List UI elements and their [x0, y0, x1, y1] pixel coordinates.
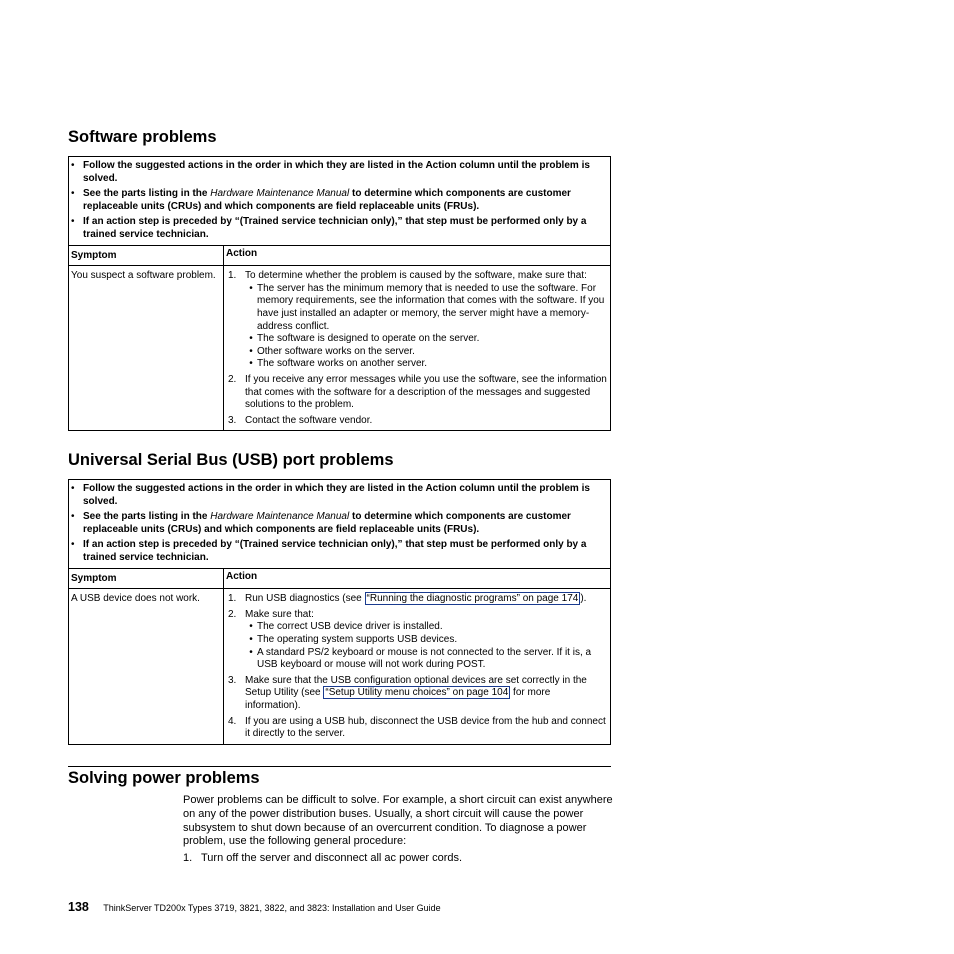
step-text-part: Run USB diagnostics (see: [245, 593, 365, 605]
diagnostic-programs-link[interactable]: “Running the diagnostic programs” on page 174: [366, 593, 579, 605]
note-item: [71, 160, 606, 185]
action-step: [227, 415, 607, 428]
sub-item-text: Other software works on the server.: [257, 345, 415, 357]
software-problems-title: Software problems: [68, 128, 217, 146]
power-problems-title: Solving power problems: [68, 769, 260, 787]
action-cell: [224, 266, 611, 431]
sub-item: [245, 333, 607, 346]
step-text: Make sure that:: [245, 608, 314, 620]
manual-title: Hardware Maintenance Manual: [210, 188, 350, 200]
symptom-cell: A USB device does not work.: [69, 589, 224, 745]
footer-text: ThinkServer TD200x Types 3719, 3821, 3822, and 3823: Installation and User Guide: [103, 903, 441, 913]
bullet-icon: •: [71, 483, 75, 494]
step-text: If you are using a USB hub, disconnect the USB device from the hub and connect it directly to the server.: [245, 715, 606, 740]
bullet-icon: •: [71, 216, 75, 228]
usb-problems-table: [68, 479, 611, 745]
notes-row: [69, 480, 611, 569]
note-item: [71, 483, 606, 508]
action-step: [227, 675, 607, 713]
sub-item-text: A standard PS/2 keyboard or mouse is not connected to the server. If it is, a USB keyboard or mouse will not work during POST.: [257, 646, 592, 671]
sub-item-text: The software works on another server.: [257, 358, 428, 370]
sub-item-text: The correct USB device driver is installed.: [257, 621, 443, 633]
step-text: To determine whether the problem is caused by the software, make sure that:: [245, 270, 587, 282]
action-cell: [224, 589, 611, 745]
sub-item-text: The operating system supports USB devices.: [257, 633, 458, 645]
note-text: Follow the suggested actions in the order in which they are listed in the Action column until the problem is solved.: [83, 483, 590, 507]
sub-item: [245, 647, 607, 672]
note-text-part: to determine which components are customer replaceable units (CRUs) and which components are field replaceable units (FRUs).: [83, 511, 571, 535]
symptom-header: Symptom: [69, 568, 224, 589]
notes-row: [69, 157, 611, 246]
bullet-icon: •: [71, 539, 75, 551]
bullet-icon: •: [71, 188, 75, 200]
page-footer: [68, 900, 441, 915]
step-number: 1.: [228, 270, 237, 282]
sub-item: [245, 358, 607, 371]
procedure-step: [183, 852, 613, 866]
action-header: Action: [224, 245, 611, 266]
action-step: [227, 270, 607, 371]
note-item: [71, 511, 606, 536]
table-row: [69, 589, 611, 745]
sub-item: [245, 634, 607, 647]
section-divider: [68, 766, 611, 767]
step-number: 4.: [228, 715, 237, 727]
note-text: [83, 511, 606, 536]
table-row: [69, 266, 611, 431]
note-text-part: See the parts listing in the: [83, 188, 211, 200]
usb-problems-title: Universal Serial Bus (USB) port problems: [68, 451, 394, 469]
step-text: If you receive any error messages while you use the software, see the information that comes with the software for a description of the messages and suggested solutions to the problem.: [245, 373, 607, 411]
step-number: 3.: [228, 674, 237, 686]
step-number: 2.: [228, 608, 237, 620]
sub-item-text: The server has the minimum memory that is needed to use the software. For memory requirements, see the information that comes with the software. If you have just installed an adapter or memory, the server might have a memory-address conflict.: [257, 282, 605, 332]
table-header-row: [69, 568, 611, 589]
note-text-part: See the parts listing in the: [83, 511, 211, 523]
setup-utility-link[interactable]: “Setup Utility menu choices” on page 104: [325, 687, 509, 699]
step-text: Contact the software vendor.: [245, 414, 373, 426]
sub-item-text: The software is designed to operate on the server.: [257, 333, 480, 345]
note-item: [71, 539, 606, 564]
software-problems-table: [68, 156, 611, 431]
bullet-icon: •: [249, 646, 253, 658]
step-number: 1.: [183, 852, 193, 864]
note-text-part: to determine which components are customer replaceable units (CRUs) and which components are field replaceable units (FRUs).: [83, 188, 571, 212]
step-text-part: ).: [580, 593, 587, 605]
bullet-icon: •: [249, 282, 253, 294]
step-number: 3.: [228, 414, 237, 426]
sub-item: [245, 283, 607, 333]
bullet-icon: •: [249, 345, 253, 357]
action-step: [227, 593, 607, 606]
step-body: [245, 609, 607, 672]
step-number: 1.: [228, 593, 237, 605]
table-header-row: [69, 245, 611, 266]
action-step: [227, 716, 607, 741]
note-text: If an action step is preceded by “(Trained service technician only),” that step must be performed only by a trained service technician.: [83, 539, 587, 563]
sub-item: [245, 621, 607, 634]
bullet-icon: •: [71, 160, 75, 171]
bullet-icon: •: [249, 333, 253, 345]
bullet-icon: •: [71, 511, 75, 523]
page-number: 138: [68, 900, 89, 914]
step-body: [245, 270, 607, 371]
action-header: Action: [224, 568, 611, 589]
action-step: [227, 374, 607, 412]
sub-item: [245, 346, 607, 359]
step-text: [245, 675, 607, 713]
step-text: Turn off the server and disconnect all ac power cords.: [201, 852, 463, 864]
notes-cell: [69, 480, 611, 569]
bullet-icon: •: [249, 621, 253, 633]
note-item: [71, 188, 606, 213]
symptom-header: Symptom: [69, 245, 224, 266]
step-text-part: for more information).: [245, 687, 551, 711]
step-number: 2.: [228, 373, 237, 385]
note-text: [83, 188, 606, 213]
manual-title: Hardware Maintenance Manual: [210, 511, 350, 523]
note-text: Follow the suggested actions in the order in which they are listed in the Action column until the problem is solved.: [83, 160, 590, 184]
symptom-cell: You suspect a software problem.: [69, 266, 224, 431]
notes-cell: [69, 157, 611, 246]
step-text-part: Make sure that the USB configuration optional devices are set correctly in the Setup Utility (see: [245, 674, 587, 699]
step-text: [245, 593, 607, 606]
power-problems-paragraph: Power problems can be difficult to solve. For example, a short circuit can exist anywhere on any of the power distribution buses. Usually, a short circuit will cause the power subsystem to shut down because of an overcurrent condition. To diagnose a power problem, use the following general procedure:: [183, 794, 613, 848]
bullet-icon: •: [249, 358, 253, 370]
note-text: If an action step is preceded by “(Trained service technician only),” that step must be performed only by a trained service technician.: [83, 216, 587, 240]
bullet-icon: •: [249, 633, 253, 645]
note-item: [71, 216, 606, 241]
action-step: [227, 609, 607, 672]
